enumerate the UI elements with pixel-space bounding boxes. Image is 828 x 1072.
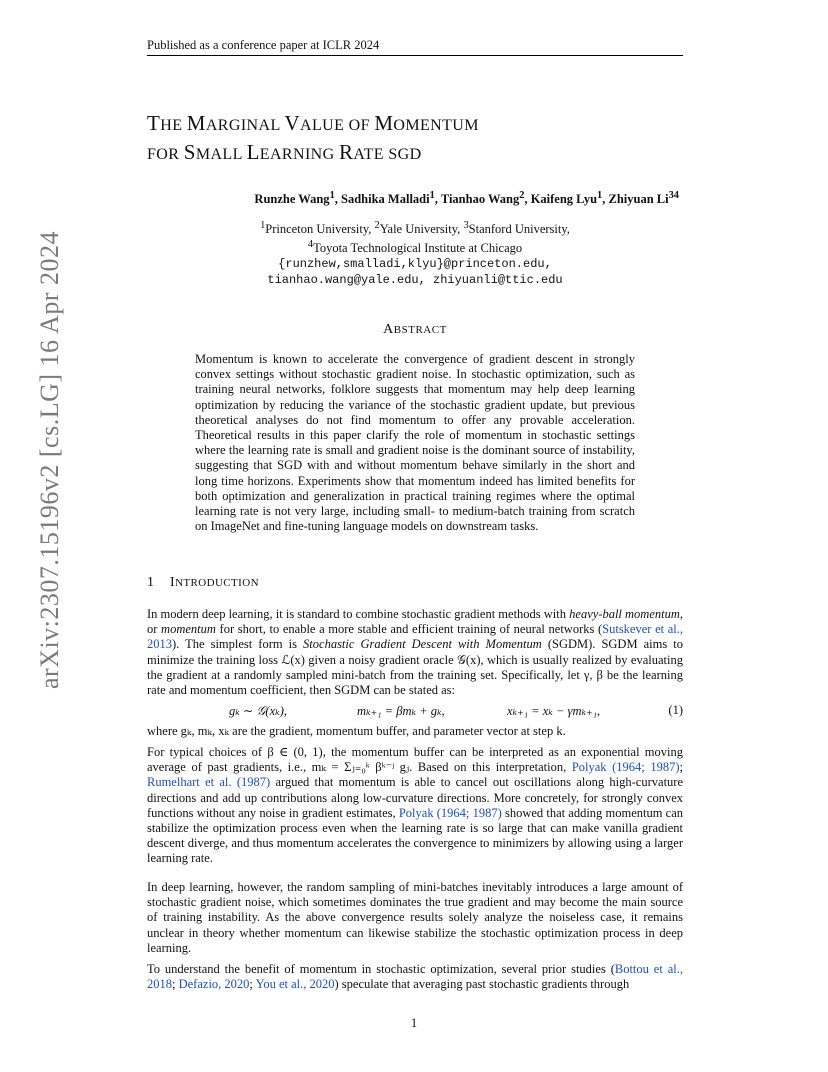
equation-term-1: gₖ ∼ 𝒢(xₖ), <box>229 704 287 718</box>
intro-paragraph-1: In modern deep learning, it is standard to combine stochastic gradient methods with heavy-ball momentum, or momentum for short, to enable a more stable and efficient training of neural networks (Sutskever et al., 2013). The simplest form is Stochastic Gradient Descent with Momentum (SGDM). SGDM aims to minimize the training loss ℒ(x) given a noisy gradient oracle 𝒢(x), which is usually realized by evaluating the gradient at a randomly sampled mini-batch from the training set. Specifically, let γ, β be the learning rate and momentum coefficient, then SGDM can be stated as: <box>147 607 683 698</box>
citation-link[interactable]: Defazio, 2020 <box>178 977 250 992</box>
title-line-2: FOR SMALL LEARNING RATE SGD <box>147 140 422 164</box>
abstract-heading: ABSTRACT <box>383 322 447 337</box>
affiliations <box>147 218 683 288</box>
author-list: Runzhe Wang$^1$, Sadhika Malladi$^1$, Tianhao Wang$^2$, Kaifeng Lyu$^1$, Zhiyuan Li$^{34}$ <box>254 190 679 207</box>
citation-link[interactable]: Sutskever et al., 2013 <box>147 622 683 652</box>
arxiv-stamp-text: arXiv:2307.15196v2 [cs.LG] 16 Apr 2024 <box>35 230 64 690</box>
equation-number: (1) <box>668 703 683 717</box>
affiliation-line-1: $^1$Princeton University, $^2$Yale University, $^3$Stanford University, <box>260 220 570 237</box>
paper-title <box>147 110 683 168</box>
running-header: Published as a conference paper at ICLR 2024 <box>147 38 380 52</box>
abstract-text: Momentum is known to accelerate the convergence of gradient descent in strongly convex settings without stochastic gradient noise. In stochastic optimization, such as training neural networks, folklore suggests that momentum may help deep learning optimization by reducing the variance of the stochastic gradient update, but previous theoretical analyses do not find momentum to offer any provable acceleration. Theoretical results in this paper clarify the role of momentum in stochastic settings where the learning rate is small and gradient noise is the dominant source of instability, suggesting that SGD with and without momentum behave similarly in the short and long time horizons. Experiments show that momentum indeed has limited benefits for both optimization and generalization in practical training regimes where the optimal learning rate is not very large, including small- to medium-batch training from scratch on ImageNet and fine-tuning language models on downstream tasks. <box>195 352 635 534</box>
equation-term-3: xₖ₊₁ = xₖ − γmₖ₊₁, <box>507 704 601 718</box>
header-rule <box>147 55 683 56</box>
section-heading-introduction: 1 INTRODUCTION <box>147 575 259 590</box>
affiliation-line-2: $^4$Toyota Technological Institute at Chicago <box>307 239 523 256</box>
citation-link[interactable]: Bottou et al., 2018 <box>147 962 683 992</box>
citation-link[interactable]: Polyak (1964; 1987) <box>398 805 502 820</box>
intro-paragraph-4: To understand the benefit of momentum in stochastic optimization, several prior studies (Bottou et al., 2018; Defazio, 2020; You et al., 2020) speculate that averaging past stochastic gradients through <box>147 962 683 992</box>
after-equation-text: where gₖ, mₖ, xₖ are the gradient, momentum buffer, and parameter vector at step k. <box>147 724 566 738</box>
equation-term-2: mₖ₊₁ = βmₖ + gₖ, <box>357 704 445 718</box>
citation-link[interactable]: Polyak (1964; 1987) <box>571 760 680 775</box>
equation-1 <box>147 703 683 719</box>
email-line-2[interactable]: tianhao.wang@yale.edu, zhiyuanli@ttic.edu <box>267 273 563 288</box>
intro-paragraph-3: In deep learning, however, the random sampling of mini-batches inevitably introduces a large amount of stochastic gradient noise, which sometimes dominates the true gradient and may become the main source of training instability. As the above convergence results solely analyze the noiseless case, it remains unclear in theory whether momentum can likewise stabilize the stochastic optimization process in deep learning. <box>147 880 683 955</box>
email-line-1[interactable]: {runzhew,smalladi,klyu}@princeton.edu, <box>278 257 552 272</box>
intro-paragraph-2: For typical choices of β ∈ (0, 1), the momentum buffer can be interpreted as an exponential moving average of past gradients, i.e., mₖ = Σⱼ₌₀ᵏ βᵏ⁻ʲ gⱼ. Based on this interpretation, Polyak (1964; 1987); Rumelhart et al. (1987) argued that momentum is able to cancel out oscillations along high-curvature directions and add up contributions along low-curvature directions. More concretely, for strongly convex functions without any noise in gradient estimates, Polyak (1964; 1987) showed that adding momentum can stabilize the optimization process even when the learning rate is so large that can make vanilla gradient descent diverge, and thus momentum accelerates the convergence to minimizers by allowing using a larger learning rate. <box>147 745 684 866</box>
title-line-1: THE MARGINAL VALUE OF MOMENTUM <box>147 111 479 135</box>
citation-link[interactable]: You et al., 2020 <box>255 977 335 992</box>
page-number: 1 <box>410 1016 418 1030</box>
citation-link[interactable]: Rumelhart et al. (1987) <box>147 775 271 790</box>
